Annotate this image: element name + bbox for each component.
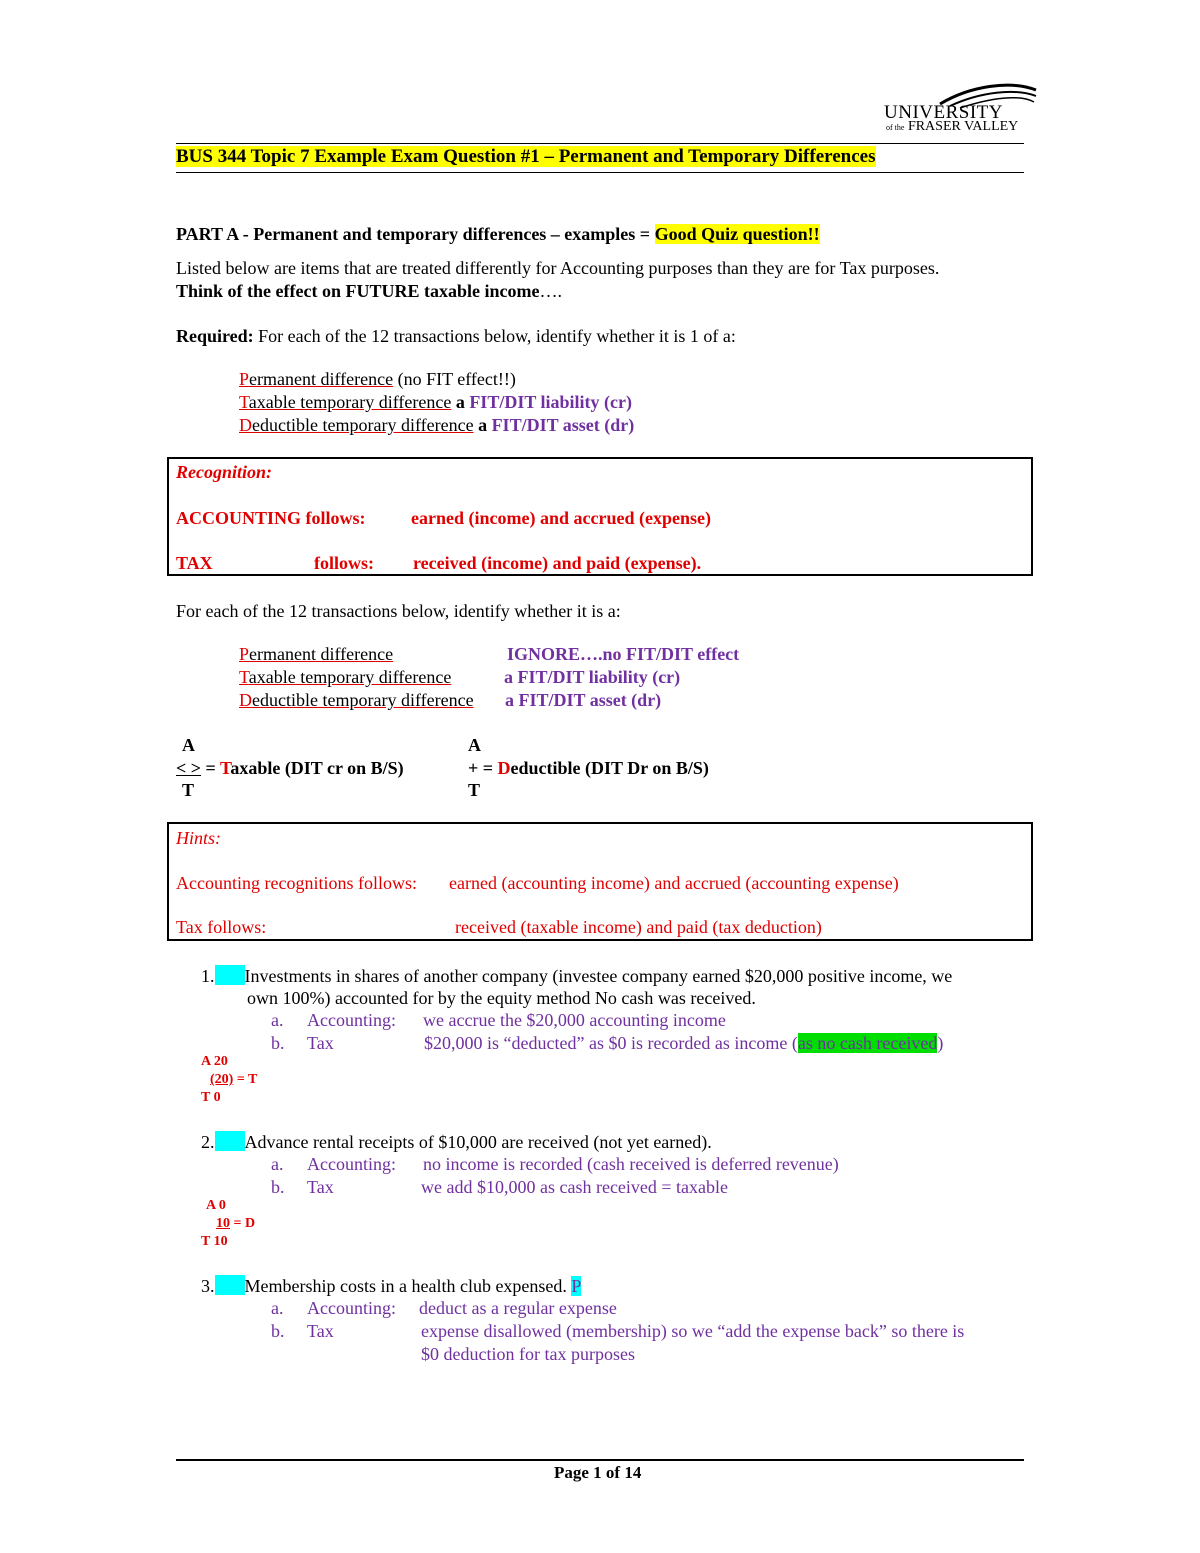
item-1-calc-mid: (20) = T — [210, 1072, 258, 1087]
item-3-b: b. Tax expense disallowed (membership) so we “add the expense back” so there is — [271, 1321, 965, 1341]
hints-title: Hints: — [176, 828, 221, 848]
diff2-taxable: Taxable temporary difference — [239, 667, 452, 687]
diff2-deductible-note: a FIT/DIT asset (dr) — [505, 690, 662, 710]
item-2-calc-a: A 0 — [206, 1198, 226, 1213]
diff2-deductible: Deductible temporary difference — [239, 690, 474, 710]
required-text: Required: For each of the 12 transactions below, identify whether it is 1 of a: — [176, 326, 736, 346]
page-title: BUS 344 Topic 7 Example Exam Question #1 – Permanent and Temporary Differences — [176, 146, 876, 167]
title-bottom-rule — [176, 172, 1024, 173]
item-1-calc-t: T 0 — [201, 1090, 221, 1105]
for-each-text: For each of the 12 transactions below, identify whether it is a: — [176, 601, 621, 621]
answer-box[interactable] — [215, 1131, 245, 1151]
item-2-calc-mid: 10 = D — [216, 1216, 256, 1231]
recognition-tax-text: received (income) and paid (expense). — [413, 553, 702, 573]
logo-of-the: of the — [886, 123, 905, 132]
formula-right-t: T — [468, 780, 481, 800]
item-1-line2: own 100%) accounted for by the equity method No cash was received. — [247, 988, 756, 1008]
answer-box[interactable] — [215, 1275, 245, 1295]
item-2-calc-t: T 10 — [201, 1234, 228, 1249]
intro-text: Listed below are items that are treated differently for Accounting purposes than they are for Tax purposes. — [176, 258, 940, 278]
recognition-tax-follows: follows: — [314, 553, 374, 573]
diff2-permanent-note: IGNORE….no FIT/DIT effect — [507, 644, 740, 664]
title-top-rule — [176, 143, 1024, 144]
hints-acc-label: Accounting recognitions follows: — [176, 873, 417, 893]
hints-tax-label: Tax follows: — [176, 917, 267, 937]
diff2-taxable-note: a FIT/DIT liability (cr) — [504, 667, 681, 687]
item-1: 1. Investments in shares of another company (investee company earned $20,000 positive income, we — [201, 966, 953, 986]
item-1-a: a. Accounting: we accrue the $20,000 accounting income — [271, 1010, 726, 1030]
recognition-tax-label: TAX — [176, 553, 213, 573]
quiz-highlight: Good Quiz question!! — [654, 224, 820, 244]
item-2-b: b. Tax we add $10,000 as cash received = taxable — [271, 1177, 729, 1197]
formula-left-line: < > = Taxable (DIT cr on B/S) — [176, 758, 404, 778]
formula-left-t: T — [182, 780, 195, 800]
part-a-heading: PART A - Permanent and temporary differences – examples = Good Quiz question!! — [176, 224, 820, 244]
diff1-taxable: Taxable temporary difference a FIT/DIT liability (cr) — [239, 392, 632, 412]
item-3-a: a. Accounting: deduct as a regular expense — [271, 1298, 617, 1318]
diff2-permanent: Permanent difference — [239, 644, 394, 664]
logo-line2: FRASER VALLEY — [907, 119, 1019, 134]
logo-line1: UNIVERSITY — [884, 102, 1003, 123]
recognition-acc-label: ACCOUNTING follows: — [176, 508, 366, 528]
item-3-b-line2: $0 deduction for tax purposes — [421, 1344, 635, 1364]
diff1-permanent: Permanent difference (no FIT effect!!) — [239, 369, 516, 389]
hints-tax-text: received (taxable income) and paid (tax deduction) — [455, 917, 822, 937]
page-number: Page 1 of 14 — [554, 1463, 642, 1482]
think-text: Think of the effect on FUTURE taxable income…. — [176, 281, 562, 301]
formula-left-a: A — [182, 735, 195, 755]
item-1-b: b. Tax $20,000 is “deducted” as $0 is recorded as income (as no cash received) — [271, 1033, 944, 1053]
hints-acc-text: earned (accounting income) and accrued (accounting expense) — [449, 873, 899, 893]
footer-rule — [176, 1459, 1024, 1461]
no-cash-highlight: as no cash received — [797, 1033, 938, 1053]
recognition-title: Recognition: — [176, 462, 273, 482]
university-logo — [884, 86, 1034, 136]
item-2-a: a. Accounting: no income is recorded (cash received is deferred revenue) — [271, 1154, 839, 1174]
diff1-deductible: Deductible temporary difference a FIT/DIT asset (dr) — [239, 415, 635, 435]
formula-right-a: A — [468, 735, 481, 755]
item-1-calc-a: A 20 — [201, 1054, 228, 1069]
formula-right-line: + = Deductible (DIT Dr on B/S) — [468, 758, 709, 778]
answer-box[interactable] — [215, 965, 245, 985]
item-3: 3. Membership costs in a health club expensed. P — [201, 1276, 582, 1296]
item-2: 2. Advance rental receipts of $10,000 are received (not yet earned). — [201, 1132, 712, 1152]
recognition-acc-text: earned (income) and accrued (expense) — [411, 508, 711, 528]
answer-p: P — [571, 1276, 582, 1296]
